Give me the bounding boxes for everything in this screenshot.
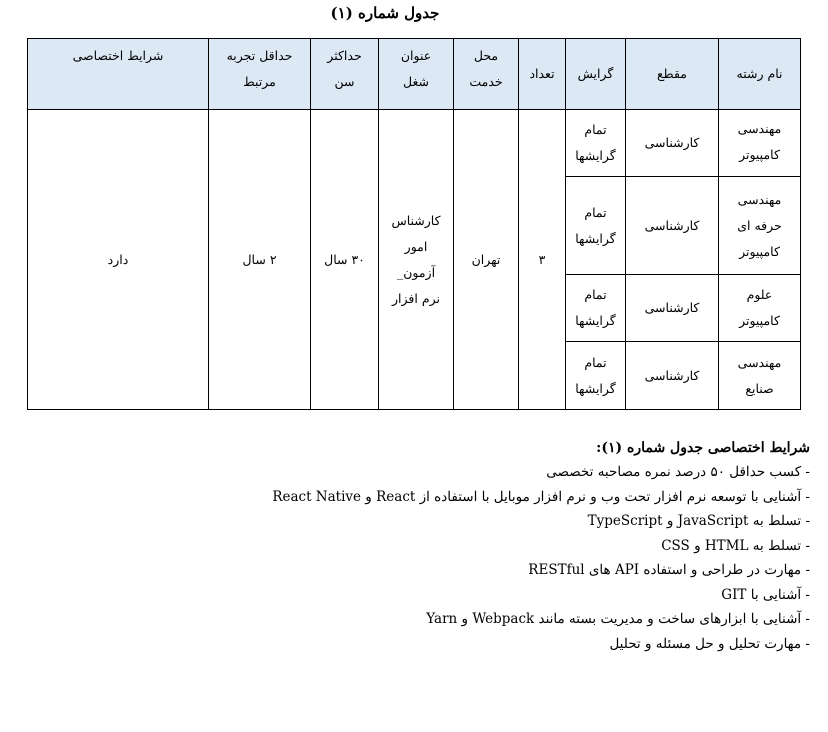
condition-item: - مهارت تحلیل و حل مسئله و تحلیل	[609, 635, 810, 652]
count-cell: ۳	[519, 110, 566, 410]
condition-item: - آشنایی با GIT	[721, 586, 810, 603]
branch-cell: تمام گرایشها	[566, 275, 626, 342]
condition-item: - کسب حداقل ۵۰ درصد نمره مصاحبه تخصصی	[546, 464, 810, 480]
table-row	[28, 110, 801, 177]
condition-item: - مهارت در طراحی و استفاده API های RESTful	[528, 562, 810, 578]
positions-table	[27, 38, 801, 410]
condition-item: - تسلط به JavaScript و TypeScript	[587, 513, 810, 529]
conditions-heading: شرایط اختصاصی جدول شماره (۱):	[596, 440, 810, 456]
branch-cell: تمام گرایشها	[566, 110, 626, 177]
header-special: شرایط اختصاصی	[28, 39, 209, 110]
header-location: محل خدمت	[454, 39, 519, 110]
degree-cell: کارشناسی	[626, 177, 719, 275]
header-max-age: حداکثر سن	[311, 39, 379, 110]
condition-item: - آشنایی با ابزارهای ساخت و مدیریت بسته مانند Webpack و Yarn	[426, 611, 810, 627]
field-cell: مهندسی کامپیوتر	[719, 110, 801, 177]
location-cell: تهران	[454, 110, 519, 410]
degree-cell: کارشناسی	[626, 342, 719, 410]
condition-item: - تسلط به HTML و CSS	[661, 537, 810, 554]
header-count: تعداد	[519, 39, 566, 110]
degree-cell: کارشناسی	[626, 275, 719, 342]
branch-cell: تمام گرایشها	[566, 342, 626, 410]
header-branch: گرایش	[566, 39, 626, 110]
condition-item: - آشنایی با توسعه نرم افزار تحت وب و نرم افزار موبایل با استفاده از React و React Native	[272, 488, 810, 505]
header-row	[28, 39, 801, 110]
field-cell: مهندسی حرفه ای کامپیوتر	[719, 177, 801, 275]
field-cell: مهندسی صنایع	[719, 342, 801, 410]
branch-cell: تمام گرایشها	[566, 177, 626, 275]
header-degree: مقطع	[626, 39, 719, 110]
header-job: عنوان شغل	[379, 39, 454, 110]
field-cell: علوم کامپیوتر	[719, 275, 801, 342]
special-cell: دارد	[28, 110, 209, 410]
min-exp-cell: ۲ سال	[209, 110, 311, 410]
table-title: جدول شماره (۱)	[330, 4, 440, 22]
job-cell: کارشناس امور آزمون_ نرم افزار	[379, 110, 454, 410]
max-age-cell: ۳۰ سال	[311, 110, 379, 410]
special-conditions	[272, 436, 810, 656]
header-field: نام رشته	[719, 39, 801, 110]
degree-cell: کارشناسی	[626, 110, 719, 177]
header-min-exp: حداقل تجربه مرتبط	[209, 39, 311, 110]
